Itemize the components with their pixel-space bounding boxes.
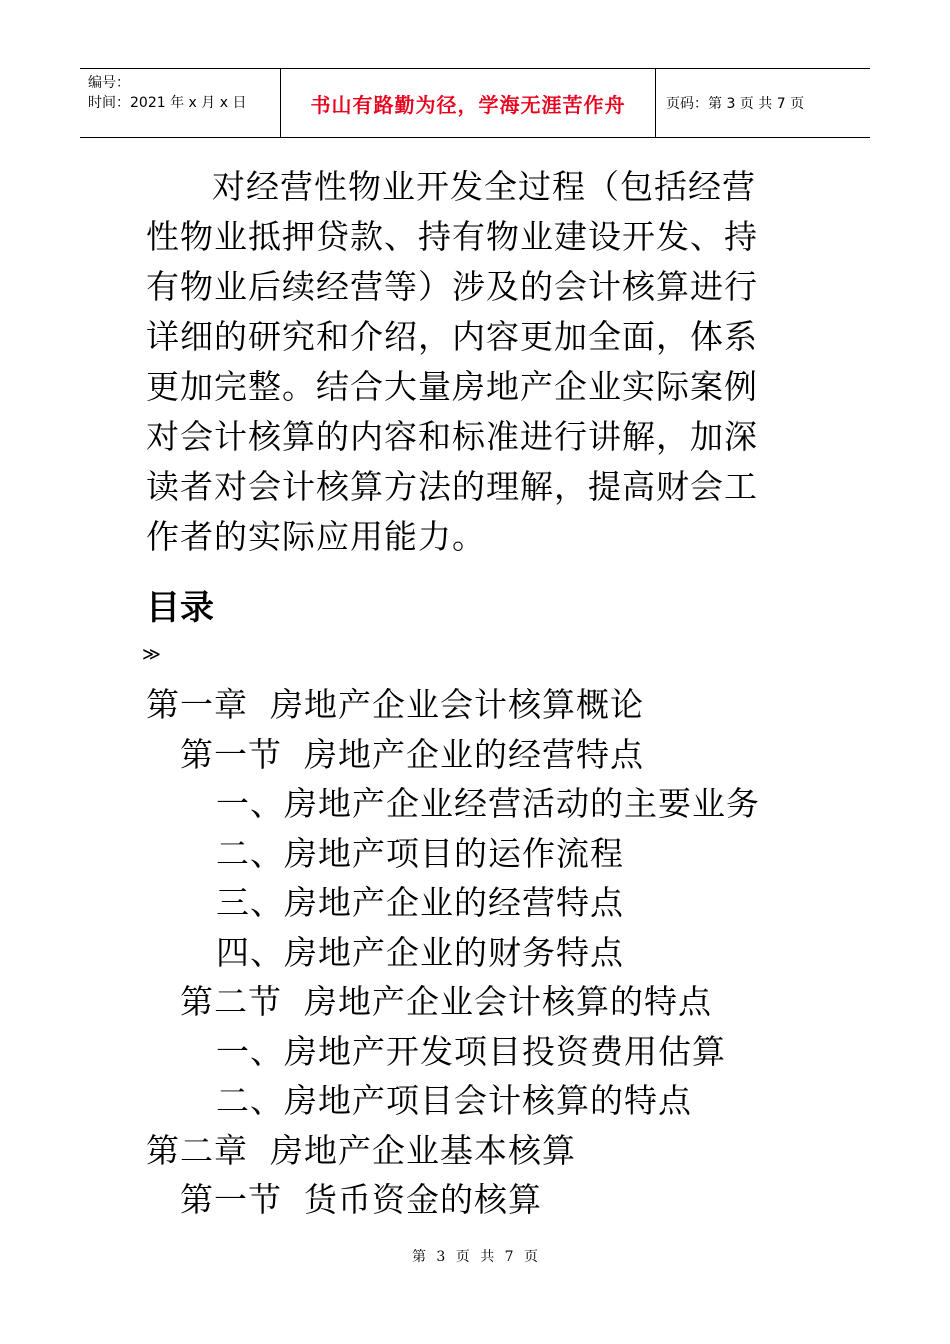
toc-chapter[interactable]: 第二章 房地产企业基本核算	[146, 1130, 576, 1170]
toc-section[interactable]: 第一节 货币资金的核算	[180, 1180, 542, 1219]
toc-item[interactable]: 一、房地产企业经营活动的主要业务	[216, 784, 760, 823]
page-footer: 第 3 页 共 7 页	[411, 1249, 539, 1265]
toc-item[interactable]: 一、房地产开发项目投资费用估算	[216, 1031, 726, 1071]
toc-section[interactable]: 第二节 房地产企业会计核算的特点	[180, 982, 712, 1021]
number-label: 编号：	[88, 75, 130, 91]
toc-section[interactable]: 第一节 房地产企业的经营特点	[180, 734, 644, 774]
toc-chapter[interactable]: 第一章 房地产企业会计核算概论	[146, 685, 644, 724]
toc-item[interactable]: 四、房地产企业的财务特点	[216, 932, 624, 972]
page-header	[80, 68, 870, 138]
toc-item[interactable]: 二、房地产项目的运作流程	[216, 833, 624, 873]
header-meta	[80, 69, 280, 137]
table-of-contents	[146, 680, 760, 1225]
time-label: 时间：2021 年 x 月 x 日	[88, 95, 247, 111]
intro-paragraph: 对经营性物业开发全过程（包括经营性物业抵押贷款、持有物业建设开发、持有物业后续经营等）涉及的会计核算进行详细的研究和介绍，内容更加全面，体系更加完整。结合大量房地产企业实际案例对会计核算的内容和标准进行讲解，加深读者对会计核算方法的理解，提高财会工作者的实际应用能力。	[146, 167, 758, 556]
toc-item[interactable]: 二、房地产项目会计核算的特点	[216, 1081, 692, 1120]
toc-item[interactable]: 三、房地产企业的经营特点	[216, 883, 624, 922]
header-motto: 书山有路勤为径，学海无涯苦作舟	[280, 69, 656, 137]
toc-marker-icon: ≫	[142, 644, 161, 665]
toc-title: 目录	[146, 588, 214, 628]
header-page-label: 页码：第 3 页 共 7 页	[666, 96, 805, 112]
